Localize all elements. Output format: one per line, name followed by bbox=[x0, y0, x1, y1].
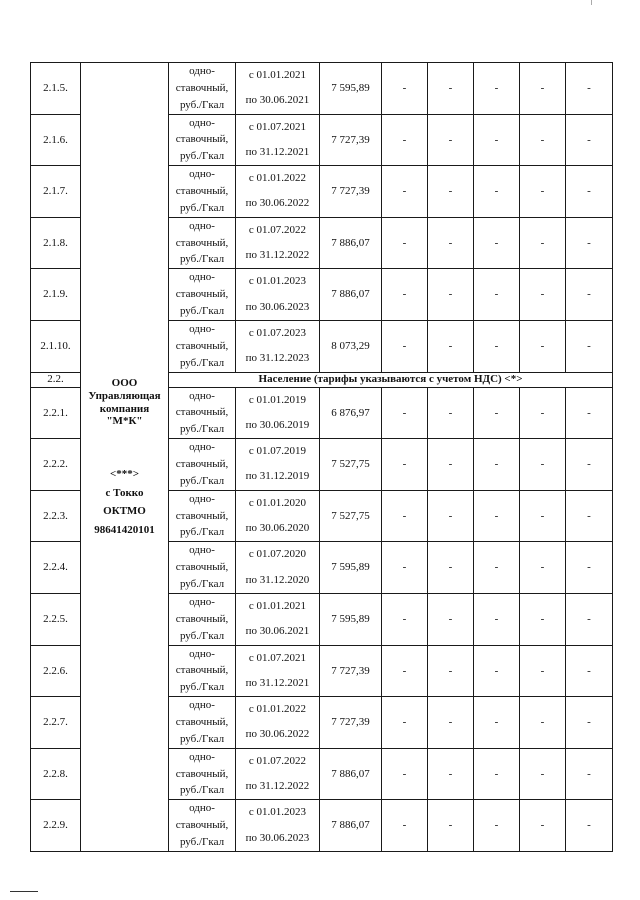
tariff-type-line: ставочный, bbox=[175, 509, 229, 522]
row-number: 2.1.8. bbox=[31, 217, 81, 269]
row-number: 2.2.5. bbox=[31, 593, 81, 645]
tariff-value: 7 727,39 bbox=[320, 697, 382, 749]
tariff-type-line: руб./Гкал bbox=[179, 474, 225, 487]
empty-value-dash: - bbox=[474, 63, 520, 115]
period-from: с 01.01.2020 bbox=[248, 496, 307, 509]
tariff-type-line: одно- bbox=[189, 116, 215, 129]
period-to: по 30.06.2023 bbox=[245, 300, 310, 313]
validity-period bbox=[236, 748, 320, 800]
tariff-value: 7 727,39 bbox=[320, 166, 382, 218]
empty-value-dash: - bbox=[566, 697, 613, 749]
period-to: по 30.06.2022 bbox=[245, 728, 310, 741]
tariff-type-line: одно- bbox=[189, 65, 215, 78]
empty-value-dash: - bbox=[428, 114, 474, 166]
period-from: с 01.01.2023 bbox=[248, 275, 307, 288]
tariff-type-line: ставочный, bbox=[175, 133, 229, 146]
tariff-type bbox=[169, 490, 236, 542]
tariff-type-line: руб./Гкал bbox=[179, 681, 225, 694]
tariff-type-line: одно- bbox=[189, 323, 215, 336]
period-to: по 31.12.2021 bbox=[245, 676, 310, 689]
empty-value-dash: - bbox=[428, 439, 474, 491]
tariff-type-line: ставочный, bbox=[175, 561, 229, 574]
tariff-value: 7 527,75 bbox=[320, 439, 382, 491]
empty-value-dash: - bbox=[428, 217, 474, 269]
period-from: с 01.07.2021 bbox=[248, 120, 307, 133]
tariff-type bbox=[169, 697, 236, 749]
tariff-type-line: руб./Гкал bbox=[179, 578, 225, 591]
row-number: 2.2.8. bbox=[31, 748, 81, 800]
row-number: 2.1.9. bbox=[31, 269, 81, 321]
tariff-type-line: руб./Гкал bbox=[179, 784, 225, 797]
empty-value-dash: - bbox=[382, 439, 428, 491]
tariff-type-line: ставочный, bbox=[175, 819, 229, 832]
organization-cell bbox=[81, 63, 169, 852]
empty-value-dash: - bbox=[520, 166, 566, 218]
validity-period bbox=[236, 114, 320, 166]
tariff-type bbox=[169, 748, 236, 800]
tariff-type-line: руб./Гкал bbox=[179, 423, 225, 436]
empty-value-dash: - bbox=[428, 269, 474, 321]
tariff-type-line: одно- bbox=[189, 271, 215, 284]
tariff-type-line: одно- bbox=[189, 441, 215, 454]
footer-rule bbox=[10, 891, 38, 892]
period-from: с 01.01.2019 bbox=[248, 393, 307, 406]
validity-period bbox=[236, 269, 320, 321]
tariff-value: 7 886,07 bbox=[320, 800, 382, 852]
empty-value-dash: - bbox=[474, 114, 520, 166]
tariff-type-line: одно- bbox=[189, 699, 215, 712]
tariff-type-line: одно- bbox=[189, 219, 215, 232]
tariff-type-line: руб./Гкал bbox=[179, 253, 225, 266]
empty-value-dash: - bbox=[428, 320, 474, 372]
empty-value-dash: - bbox=[382, 748, 428, 800]
tariff-value: 7 727,39 bbox=[320, 645, 382, 697]
row-number: 2.1.10. bbox=[31, 320, 81, 372]
tariff-type-line: ставочный, bbox=[175, 664, 229, 677]
organization-name-line: ООО bbox=[111, 377, 138, 390]
empty-value-dash: - bbox=[566, 593, 613, 645]
empty-value-dash: - bbox=[566, 800, 613, 852]
period-from: с 01.07.2021 bbox=[248, 651, 307, 664]
empty-value-dash: - bbox=[566, 439, 613, 491]
tariff-type bbox=[169, 63, 236, 115]
tariff-value: 7 886,07 bbox=[320, 269, 382, 321]
empty-value-dash: - bbox=[520, 217, 566, 269]
oktmo-code: 98641420101 bbox=[94, 523, 155, 536]
empty-value-dash: - bbox=[382, 269, 428, 321]
tariff-type-line: одно- bbox=[189, 492, 215, 505]
validity-period bbox=[236, 217, 320, 269]
empty-value-dash: - bbox=[520, 114, 566, 166]
empty-value-dash: - bbox=[474, 748, 520, 800]
empty-value-dash: - bbox=[382, 697, 428, 749]
period-to: по 30.06.2021 bbox=[245, 94, 310, 107]
empty-value-dash: - bbox=[474, 439, 520, 491]
empty-value-dash: - bbox=[474, 542, 520, 594]
tariff-type-line: руб./Гкал bbox=[179, 305, 225, 318]
validity-period bbox=[236, 63, 320, 115]
period-to: по 31.12.2019 bbox=[245, 470, 310, 483]
empty-value-dash: - bbox=[566, 269, 613, 321]
empty-value-dash: - bbox=[566, 387, 613, 439]
period-from: с 01.01.2022 bbox=[248, 172, 307, 185]
empty-value-dash: - bbox=[566, 490, 613, 542]
tariff-type-line: руб./Гкал bbox=[179, 356, 225, 369]
empty-value-dash: - bbox=[566, 645, 613, 697]
organization-name bbox=[81, 377, 168, 428]
organization-name-line: "М*К" bbox=[106, 415, 143, 428]
tariff-type bbox=[169, 439, 236, 491]
tariff-type-line: ставочный, bbox=[175, 81, 229, 94]
row-number: 2.2.9. bbox=[31, 800, 81, 852]
tariff-value: 7 527,75 bbox=[320, 490, 382, 542]
tariff-type-line: ставочный, bbox=[175, 339, 229, 352]
empty-value-dash: - bbox=[382, 387, 428, 439]
empty-value-dash: - bbox=[428, 387, 474, 439]
spacer bbox=[81, 434, 168, 462]
tariff-type-line: одно- bbox=[189, 168, 215, 181]
empty-value-dash: - bbox=[520, 645, 566, 697]
empty-value-dash: - bbox=[382, 645, 428, 697]
validity-period bbox=[236, 439, 320, 491]
section-title: Население (тарифы указываются с учетом НДС) <*> bbox=[169, 372, 613, 387]
tariff-type-line: ставочный, bbox=[175, 458, 229, 471]
row-number: 2.2.7. bbox=[31, 697, 81, 749]
tariff-table-body bbox=[31, 63, 613, 852]
empty-value-dash: - bbox=[566, 114, 613, 166]
period-to: по 31.12.2023 bbox=[245, 352, 310, 365]
empty-value-dash: - bbox=[474, 387, 520, 439]
empty-value-dash: - bbox=[566, 542, 613, 594]
empty-value-dash: - bbox=[428, 645, 474, 697]
empty-value-dash: - bbox=[520, 269, 566, 321]
row-number: 2.2.4. bbox=[31, 542, 81, 594]
organization-locality: с Токко bbox=[105, 486, 144, 499]
empty-value-dash: - bbox=[566, 320, 613, 372]
period-to: по 31.12.2022 bbox=[245, 780, 310, 793]
validity-period bbox=[236, 697, 320, 749]
empty-value-dash: - bbox=[382, 800, 428, 852]
empty-value-dash: - bbox=[520, 542, 566, 594]
period-to: по 31.12.2020 bbox=[245, 573, 310, 586]
empty-value-dash: - bbox=[474, 269, 520, 321]
table-row bbox=[31, 63, 613, 115]
period-to: по 30.06.2020 bbox=[245, 522, 310, 535]
empty-value-dash: - bbox=[428, 63, 474, 115]
empty-value-dash: - bbox=[428, 800, 474, 852]
tariff-type-line: ставочный, bbox=[175, 288, 229, 301]
period-from: с 01.07.2019 bbox=[248, 445, 307, 458]
period-from: с 01.01.2021 bbox=[248, 69, 307, 81]
empty-value-dash: - bbox=[474, 217, 520, 269]
tariff-type-line: руб./Гкал bbox=[179, 526, 225, 539]
empty-value-dash: - bbox=[428, 542, 474, 594]
empty-value-dash: - bbox=[382, 217, 428, 269]
tariff-type-line: одно- bbox=[189, 750, 215, 763]
tariff-type bbox=[169, 542, 236, 594]
section-number: 2.2. bbox=[31, 372, 81, 387]
tariff-type-line: руб./Гкал bbox=[179, 98, 225, 111]
tariff-type-line: ставочный, bbox=[175, 236, 229, 249]
row-number: 2.2.2. bbox=[31, 439, 81, 491]
empty-value-dash: - bbox=[520, 63, 566, 115]
tariff-type bbox=[169, 166, 236, 218]
row-number: 2.1.6. bbox=[31, 114, 81, 166]
tariff-type bbox=[169, 269, 236, 321]
empty-value-dash: - bbox=[520, 697, 566, 749]
tariff-type-line: руб./Гкал bbox=[179, 201, 225, 214]
empty-value-dash: - bbox=[428, 697, 474, 749]
tariff-type-line: ставочный, bbox=[175, 185, 229, 198]
tariff-type bbox=[169, 320, 236, 372]
tariff-value: 7 727,39 bbox=[320, 114, 382, 166]
tariff-type-line: руб./Гкал bbox=[179, 732, 225, 745]
row-number: 2.2.3. bbox=[31, 490, 81, 542]
period-from: с 01.07.2022 bbox=[248, 754, 307, 767]
empty-value-dash: - bbox=[382, 166, 428, 218]
empty-value-dash: - bbox=[520, 320, 566, 372]
empty-value-dash: - bbox=[382, 63, 428, 115]
empty-value-dash: - bbox=[382, 490, 428, 542]
tariff-type-line: одно- bbox=[189, 596, 215, 609]
empty-value-dash: - bbox=[566, 748, 613, 800]
tariff-type-line: ставочный, bbox=[175, 612, 229, 625]
tariff-type-line: одно- bbox=[189, 802, 215, 815]
tariff-value: 7 595,89 bbox=[320, 542, 382, 594]
row-number: 2.1.7. bbox=[31, 166, 81, 218]
oktmo-label: ОКТМО bbox=[103, 505, 146, 518]
tariff-type bbox=[169, 387, 236, 439]
empty-value-dash: - bbox=[428, 166, 474, 218]
empty-value-dash: - bbox=[474, 490, 520, 542]
validity-period bbox=[236, 542, 320, 594]
tariff-type bbox=[169, 645, 236, 697]
validity-period bbox=[236, 320, 320, 372]
validity-period bbox=[236, 800, 320, 852]
tariff-type-line: одно- bbox=[189, 647, 215, 660]
empty-value-dash: - bbox=[566, 166, 613, 218]
empty-value-dash: - bbox=[428, 490, 474, 542]
empty-value-dash: - bbox=[382, 320, 428, 372]
period-to: по 31.12.2021 bbox=[245, 145, 310, 158]
organization-marker: <***> bbox=[109, 467, 140, 480]
tariff-type bbox=[169, 800, 236, 852]
organization-name-line: Управляющая bbox=[88, 390, 161, 403]
period-from: с 01.07.2022 bbox=[248, 223, 307, 236]
period-to: по 30.06.2019 bbox=[245, 418, 310, 431]
empty-value-dash: - bbox=[382, 542, 428, 594]
empty-value-dash: - bbox=[520, 593, 566, 645]
empty-value-dash: - bbox=[474, 166, 520, 218]
row-number: 2.2.6. bbox=[31, 645, 81, 697]
tariff-type-line: одно- bbox=[189, 389, 215, 402]
tariff-type-line: одно- bbox=[189, 544, 215, 557]
empty-value-dash: - bbox=[474, 800, 520, 852]
empty-value-dash: - bbox=[520, 748, 566, 800]
validity-period bbox=[236, 490, 320, 542]
period-from: с 01.01.2023 bbox=[248, 806, 307, 819]
empty-value-dash: - bbox=[428, 593, 474, 645]
empty-value-dash: - bbox=[428, 748, 474, 800]
period-from: с 01.07.2020 bbox=[248, 548, 307, 561]
tariff-value: 8 073,29 bbox=[320, 320, 382, 372]
tariff-type-line: ставочный, bbox=[175, 716, 229, 729]
empty-value-dash: - bbox=[520, 490, 566, 542]
empty-value-dash: - bbox=[566, 63, 613, 115]
validity-period bbox=[236, 645, 320, 697]
tariff-value: 7 595,89 bbox=[320, 593, 382, 645]
tariff-type bbox=[169, 217, 236, 269]
empty-value-dash: - bbox=[520, 800, 566, 852]
tariff-value: 6 876,97 bbox=[320, 387, 382, 439]
tariff-table bbox=[30, 62, 613, 852]
row-number: 2.2.1. bbox=[31, 387, 81, 439]
row-number: 2.1.5. bbox=[31, 63, 81, 115]
tariff-type-line: ставочный, bbox=[175, 767, 229, 780]
period-to: по 31.12.2022 bbox=[245, 249, 310, 262]
tariff-type-line: руб./Гкал bbox=[179, 150, 225, 163]
empty-value-dash: - bbox=[520, 439, 566, 491]
period-from: с 01.01.2022 bbox=[248, 703, 307, 716]
validity-period bbox=[236, 387, 320, 439]
organization-name-line: компания bbox=[99, 402, 150, 415]
period-to: по 30.06.2022 bbox=[245, 197, 310, 210]
period-to: по 30.06.2021 bbox=[245, 625, 310, 638]
tariff-value: 7 886,07 bbox=[320, 217, 382, 269]
tariff-type bbox=[169, 114, 236, 166]
tariff-type-line: руб./Гкал bbox=[179, 836, 225, 848]
empty-value-dash: - bbox=[382, 593, 428, 645]
validity-period bbox=[236, 593, 320, 645]
empty-value-dash: - bbox=[474, 320, 520, 372]
tariff-value: 7 886,07 bbox=[320, 748, 382, 800]
scan-mark bbox=[591, 0, 592, 5]
empty-value-dash: - bbox=[474, 593, 520, 645]
tariff-type-line: руб./Гкал bbox=[179, 629, 225, 642]
tariff-type-line: ставочный, bbox=[175, 406, 229, 419]
tariff-type bbox=[169, 593, 236, 645]
empty-value-dash: - bbox=[474, 697, 520, 749]
empty-value-dash: - bbox=[566, 217, 613, 269]
period-from: с 01.07.2023 bbox=[248, 326, 307, 339]
tariff-value: 7 595,89 bbox=[320, 63, 382, 115]
period-to: по 30.06.2023 bbox=[245, 831, 310, 844]
validity-period bbox=[236, 166, 320, 218]
period-from: с 01.01.2021 bbox=[248, 599, 307, 612]
empty-value-dash: - bbox=[382, 114, 428, 166]
empty-value-dash: - bbox=[474, 645, 520, 697]
empty-value-dash: - bbox=[520, 387, 566, 439]
